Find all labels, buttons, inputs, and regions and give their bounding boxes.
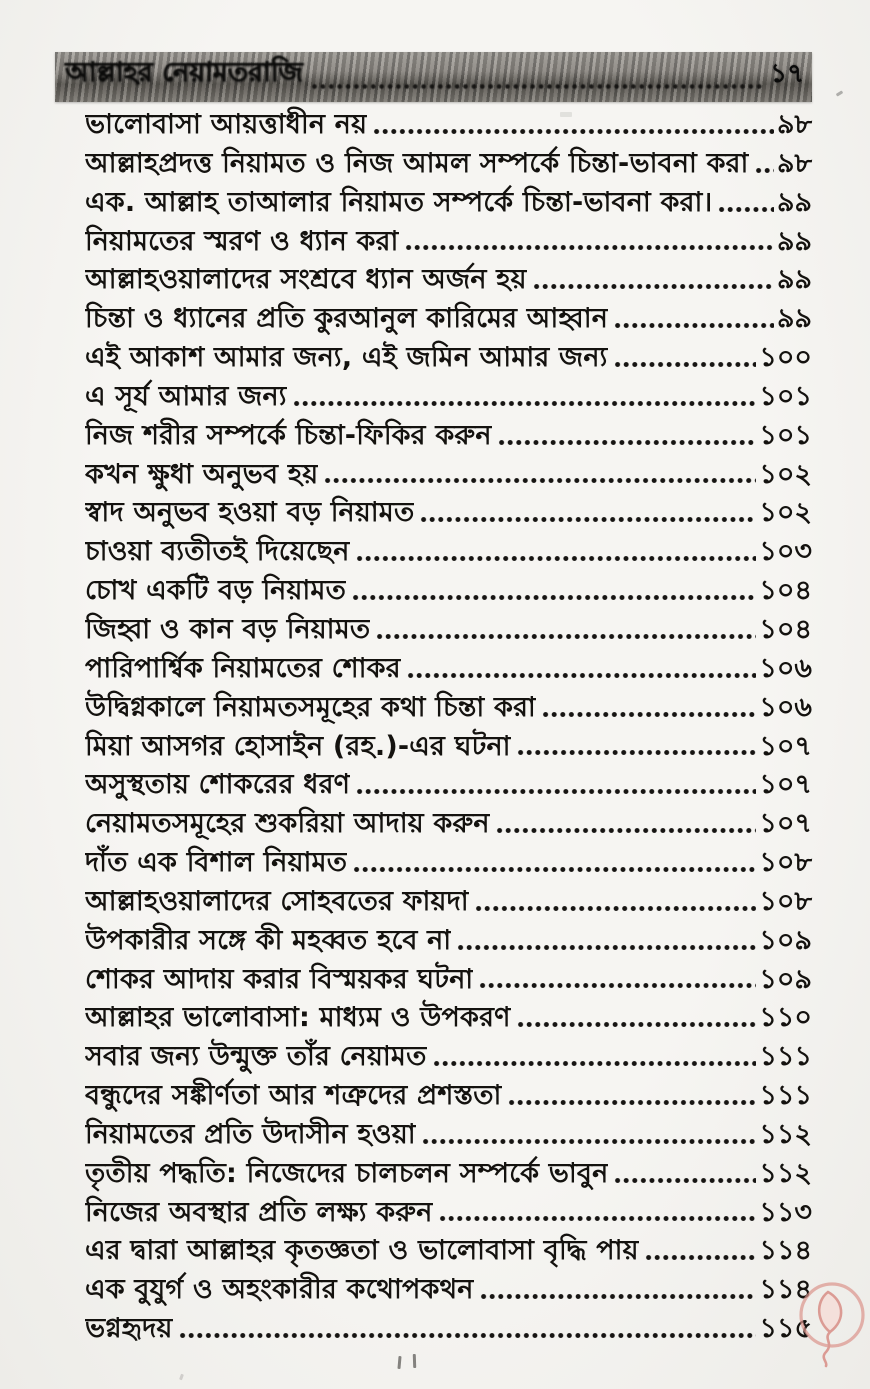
toc-entry-page-number: ১১১ [759, 1080, 812, 1112]
toc-entry-page-number: ১০৯ [759, 924, 812, 956]
toc-entry [85, 259, 812, 298]
scan-artifact [179, 1374, 184, 1381]
toc-entry-title: এক বুযুর্গ ও অহংকারীর কথোপকথন [85, 1274, 474, 1306]
dotted-leader [407, 672, 757, 679]
toc-entry-title: তৃতীয় পদ্ধতি: নিজেদের চালচলন সম্পর্কে ভাবুন [85, 1157, 609, 1189]
toc-entry-page-number: ১০৮ [759, 885, 812, 917]
toc-entry-page-number: ১০৭ [759, 769, 812, 801]
toc-entry [85, 609, 812, 648]
toc-entry-page-number: ১০৯ [759, 963, 812, 995]
dotted-leader [614, 322, 774, 329]
dotted-leader [755, 167, 774, 174]
toc-entry-title: অসুস্থতায় শোকরের ধরণ [85, 769, 351, 801]
dotted-leader [433, 1060, 757, 1067]
toc-entry-page-number: ১০১ [759, 419, 812, 451]
dotted-leader [373, 128, 774, 135]
toc-entry-title: নিয়ামতের স্মরণ ও ধ্যান করা [85, 225, 399, 257]
toc-entry-title: বন্ধুদের সঙ্কীর্ণতা আর শত্রুদের প্রশস্ততা [85, 1080, 502, 1112]
toc-entry-title: আল্লাহর ভালোবাসা: মাধ্যম ও উপকরণ [85, 1002, 511, 1034]
scan-artifact [397, 1356, 401, 1369]
toc-entry-title: মিয়া আসগর হোসাইন (রহ.)-এর ঘটনা [85, 730, 511, 762]
toc-entry-page-number: ১০৭ [759, 808, 812, 840]
toc-entry [85, 182, 812, 221]
dotted-leader [475, 905, 757, 912]
toc-entry-title: এক. আল্লাহ তাআলার নিয়ামত সম্পর্কে চিন্তা-ভাবনা করা। [85, 186, 713, 218]
toc-entry-page-number: ৯৮ [776, 109, 812, 140]
dotted-leader [179, 1332, 757, 1339]
dotted-leader [356, 555, 757, 562]
dotted-leader [457, 944, 756, 951]
dotted-leader [324, 477, 756, 484]
toc-entry-page-number: ১০২ [759, 458, 812, 490]
toc-entry-page-number: ১০৬ [759, 652, 812, 684]
toc-entry-page-number: ১০৬ [759, 691, 812, 723]
toc-entry-page-number: ১১৪ [759, 1274, 812, 1306]
toc-entry-page-number: ১০৮ [759, 847, 812, 879]
dotted-leader [405, 244, 774, 251]
toc-list [85, 104, 812, 1347]
toc-entry-page-number: ১০৭ [759, 730, 812, 762]
toc-entry-title: দাঁত এক বিশাল নিয়ামত [85, 847, 348, 879]
toc-entry [85, 726, 812, 765]
toc-entry-title: আল্লাহওয়ালাদের সংশ্রবে ধ্যান অর্জন হয় [85, 264, 527, 296]
dotted-leader [353, 866, 756, 873]
toc-entry-page-number: ১০৪ [759, 613, 812, 645]
dotted-leader [496, 827, 757, 834]
dotted-leader [439, 1215, 757, 1222]
toc-entry-page-number: ১০৪ [759, 575, 812, 607]
toc-entry-page-number: ১১৪ [759, 1235, 812, 1267]
toc-entry-title: চাওয়া ব্যতীতই দিয়েছেন [85, 536, 350, 568]
toc-entry-title: নিজ শরীর সম্পর্কে চিন্তা-ফিকির করুন [85, 419, 492, 451]
dotted-leader [356, 788, 756, 795]
running-header-title: আল্লাহর নেয়ামতরাজি [65, 57, 303, 88]
toc-entry [85, 1153, 812, 1192]
toc-entry-title: কখন ক্ষুধা অনুভব হয় [85, 458, 319, 490]
toc-entry [85, 492, 812, 531]
toc-entry-title: ভগ্নহৃদয় [85, 1313, 173, 1345]
toc-entry-title: সবার জন্য উন্মুক্ত তাঁর নেয়ামত [85, 1041, 427, 1073]
toc-entry-title: নিয়ামতের প্রতি উদাসীন হওয়া [85, 1118, 416, 1150]
toc-entry-title: নেয়ামতসমূহের শুকরিয়া আদায় করুন [85, 808, 490, 840]
dotted-leader [422, 1138, 757, 1145]
toc-entry [85, 415, 812, 454]
dotted-leader [542, 711, 756, 718]
toc-entry [85, 570, 812, 609]
toc-entry-title: উপকারীর সঙ্গে কী মহব্বত হবে না [85, 924, 452, 956]
toc-entry-title: ভালোবাসা আয়ত্তাধীন নয় [85, 109, 368, 140]
toc-entry-title: উদ্বিগ্নকালে নিয়ামতসমূহের কথা চিন্তা করা [85, 691, 536, 723]
toc-entry-title: স্বাদ অনুভব হওয়া বড় নিয়ামত [85, 497, 415, 529]
toc-entry-page-number: ৯৯ [776, 264, 812, 296]
toc-entry-title: এই আকাশ আমার জন্য, এই জমিন আমার জন্য [85, 342, 608, 374]
toc-entry [85, 104, 812, 143]
toc-entry-page-number: ১০২ [759, 497, 812, 529]
toc-entry-title: চোখ একটি বড় নিয়ামত [85, 575, 347, 607]
dotted-leader [293, 400, 757, 407]
dotted-leader [479, 982, 756, 989]
toc-entry-title: নিজের অবস্থার প্রতি লক্ষ্য করুন [85, 1196, 433, 1228]
leaf-stamp-icon [793, 1281, 867, 1369]
scan-artifact [560, 112, 572, 117]
toc-entry-page-number: ১১২ [759, 1118, 812, 1150]
dotted-leader [498, 439, 757, 446]
toc-entry [85, 803, 812, 842]
toc-entry [85, 1230, 812, 1269]
toc-entry [85, 143, 812, 182]
toc-entry-page-number: ১০১ [759, 380, 812, 412]
toc-entry-title: এ সূর্য আমার জন্য [85, 380, 287, 412]
toc-entry-title: জিহ্বা ও কান বড় নিয়ামত [85, 613, 371, 645]
scan-artifact [413, 1354, 416, 1368]
toc-entry [85, 648, 812, 687]
toc-entry-page-number: ১১১ [759, 1041, 812, 1073]
toc-entry-title: আল্লাহওয়ালাদের সোহবতের ফায়দা [85, 885, 469, 917]
toc-entry [85, 337, 812, 376]
toc-entry-page-number: ১১৫ [759, 1313, 812, 1345]
dotted-leader [718, 206, 774, 213]
toc-entry-page-number: ১১২ [759, 1157, 812, 1189]
dotted-leader [508, 1099, 757, 1106]
dotted-leader [420, 516, 756, 523]
toc-entry-title: আল্লাহপ্রদত্ত নিয়ামত ও নিজ আমল সম্পর্কে চিন্তা-ভাবনা করা [85, 147, 749, 179]
toc-entry [85, 920, 812, 959]
toc-entry-title: পারিপার্শ্বিক নিয়ামতের শোকর [85, 652, 401, 684]
toc-entry-page-number: ১১০ [759, 1002, 812, 1034]
dotted-leader [352, 594, 756, 601]
dotted-leader [517, 749, 757, 756]
toc-entry [85, 1269, 812, 1308]
toc-entry-page-number: ১০০ [759, 342, 812, 374]
toc-entry-title: এর দ্বারা আল্লাহর কৃতজ্ঞতা ও ভালোবাসা বৃদ্ধি পায় [85, 1235, 639, 1267]
running-header-page-number: ১৭ [770, 59, 804, 89]
toc-entry-page-number: ৯৮ [776, 147, 812, 179]
dotted-leader [376, 633, 756, 640]
scan-artifact [836, 90, 844, 96]
dotted-leader [614, 1177, 756, 1184]
toc-entry-title: শোকর আদায় করার বিস্ময়কর ঘটনা [85, 963, 474, 995]
dotted-leader [645, 1254, 757, 1261]
toc-entry-title: চিন্তা ও ধ্যানের প্রতি কুরআনুল কারিমের আহ্বান [85, 303, 609, 335]
dotted-leader [614, 361, 757, 368]
toc-entry [85, 997, 812, 1036]
toc-entry [85, 687, 812, 726]
toc-entry-page-number: ৯৯ [776, 303, 812, 335]
toc-entry [85, 298, 812, 337]
toc-entry-page-number: ৯৯ [776, 225, 812, 257]
toc-entry [85, 959, 812, 998]
dotted-leader [533, 283, 774, 290]
toc-entry [85, 881, 812, 920]
running-header-dotted-leader [311, 83, 766, 90]
running-header-bar [55, 52, 812, 102]
toc-entry-page-number: ১০৩ [759, 536, 812, 568]
toc-entry-page-number: ১১৩ [759, 1196, 812, 1228]
toc-entry [85, 1075, 812, 1114]
dotted-leader [480, 1293, 757, 1300]
dotted-leader [517, 1021, 757, 1028]
toc-entry [85, 531, 812, 570]
toc-entry-page-number: ৯৯ [776, 186, 812, 218]
